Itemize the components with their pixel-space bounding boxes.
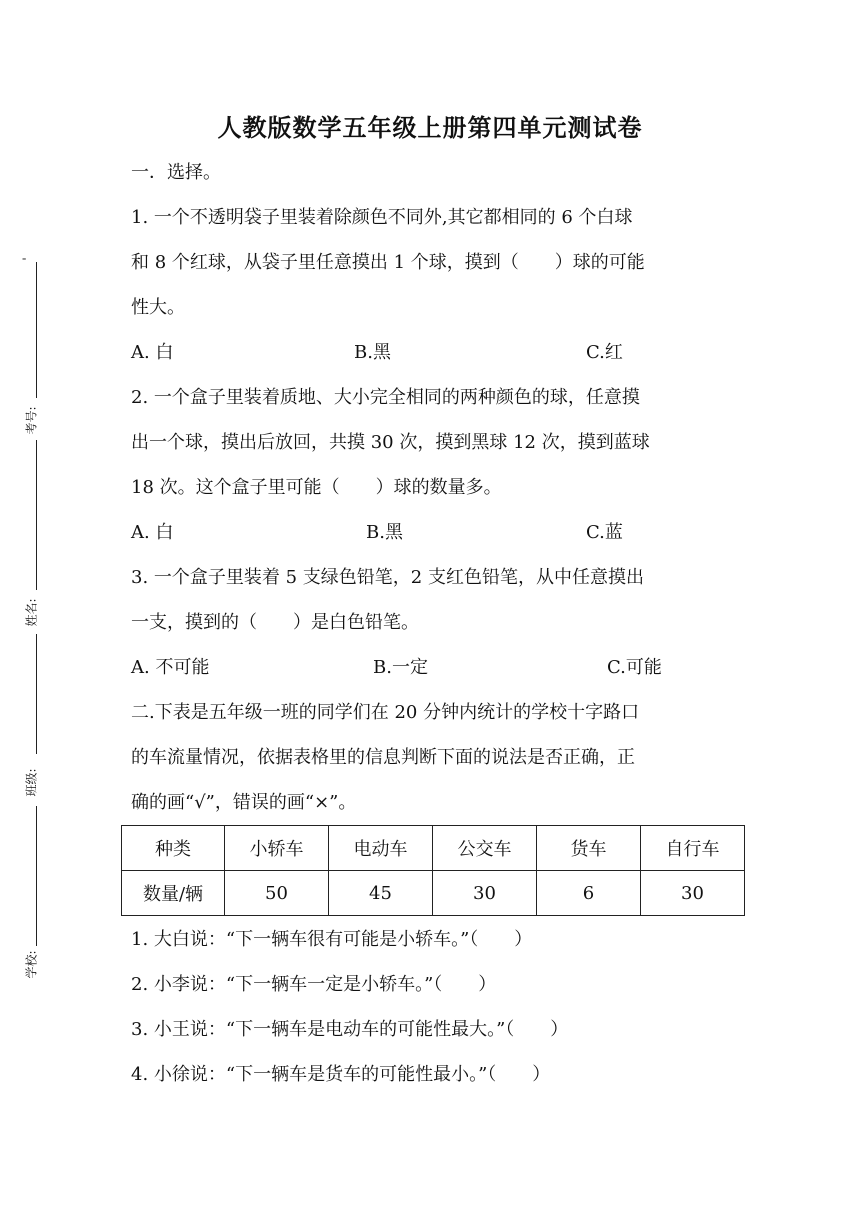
table-cell: 45 (329, 871, 433, 916)
option-b: B.黑 (366, 522, 403, 543)
margin-line (36, 634, 37, 754)
question-text: 2. 一个盒子里装着质地、大小完全相同的两种颜色的球，任意摸 (131, 387, 640, 408)
table-cell: 30 (641, 871, 745, 916)
table-header-cell: 种类 (122, 826, 225, 871)
margin-line (36, 806, 37, 946)
section-heading: 一．选择。 (131, 162, 221, 183)
question-text: 3. 一个盒子里装着 5 支绿色铅笔，2 支红色铅笔，从中任意摸出 (131, 567, 644, 588)
question-text: 18 次。这个盒子里可能（ ）球的数量多。 (131, 477, 502, 498)
section-text: 二.下表是五年级一班的同学们在 20 分钟内统计的学校十字路口 (131, 702, 640, 723)
statement-1: 1. 大白说：“下一辆车很有可能是小轿车。”（ ） (131, 929, 533, 950)
table-cell: 6 (537, 871, 641, 916)
option-c: C.可能 (607, 657, 662, 678)
statement-2: 2. 小李说：“下一辆车一定是小轿车。”（ ） (131, 974, 497, 995)
option-c: C.红 (586, 342, 623, 363)
question-text: 1. 一个不透明袋子里装着除颜色不同外,其它都相同的 6 个白球 (131, 207, 633, 228)
table-header-cell: 自行车 (641, 826, 745, 871)
option-b: B.一定 (373, 657, 428, 678)
page-title: 人教版数学五年级上册第四单元测试卷 (217, 114, 643, 142)
question-text: 性大。 (131, 297, 185, 318)
table-cell: 50 (225, 871, 329, 916)
traffic-table (121, 825, 745, 916)
table-cell: 30 (433, 871, 537, 916)
question-text: 一支，摸到的（ ）是白色铅笔。 (131, 612, 419, 633)
section-text: 确的画“√”，错误的画“×”。 (131, 792, 357, 813)
section-text: 的车流量情况，依据表格里的信息判断下面的说法是否正确，正 (131, 747, 635, 768)
table-header-cell: 货车 (537, 826, 641, 871)
option-a: A. 白 (131, 342, 174, 363)
statement-3: 3. 小王说：“下一辆车是电动车的可能性最大。”（ ） (131, 1019, 569, 1040)
question-text: 出一个球，摸出后放回，共摸 30 次，摸到黑球 12 次，摸到蓝球 (131, 432, 650, 453)
margin-line (36, 262, 37, 398)
table-row (122, 871, 745, 916)
table-cell: 数量/辆 (122, 871, 225, 916)
table-header-cell: 电动车 (329, 826, 433, 871)
option-b: B.黑 (354, 342, 391, 363)
table-header-cell: 小轿车 (225, 826, 329, 871)
margin-mark: ' (20, 257, 35, 261)
exam-number-label: 考号: (24, 406, 39, 435)
margin-line (36, 440, 37, 590)
question-text: 和 8 个红球，从袋子里任意摸出 1 个球，摸到（ ）球的可能 (131, 252, 645, 273)
table-header-row (122, 826, 745, 871)
name-label: 姓名: (24, 598, 39, 627)
option-a: A. 白 (131, 522, 174, 543)
table-header-cell: 公交车 (433, 826, 537, 871)
option-c: C.蓝 (586, 522, 623, 543)
school-label: 学校: (24, 950, 39, 979)
statement-4: 4. 小徐说：“下一辆车是货车的可能性最小。”（ ） (131, 1064, 551, 1085)
class-label: 班级: (24, 768, 39, 797)
option-a: A. 不可能 (131, 657, 210, 678)
